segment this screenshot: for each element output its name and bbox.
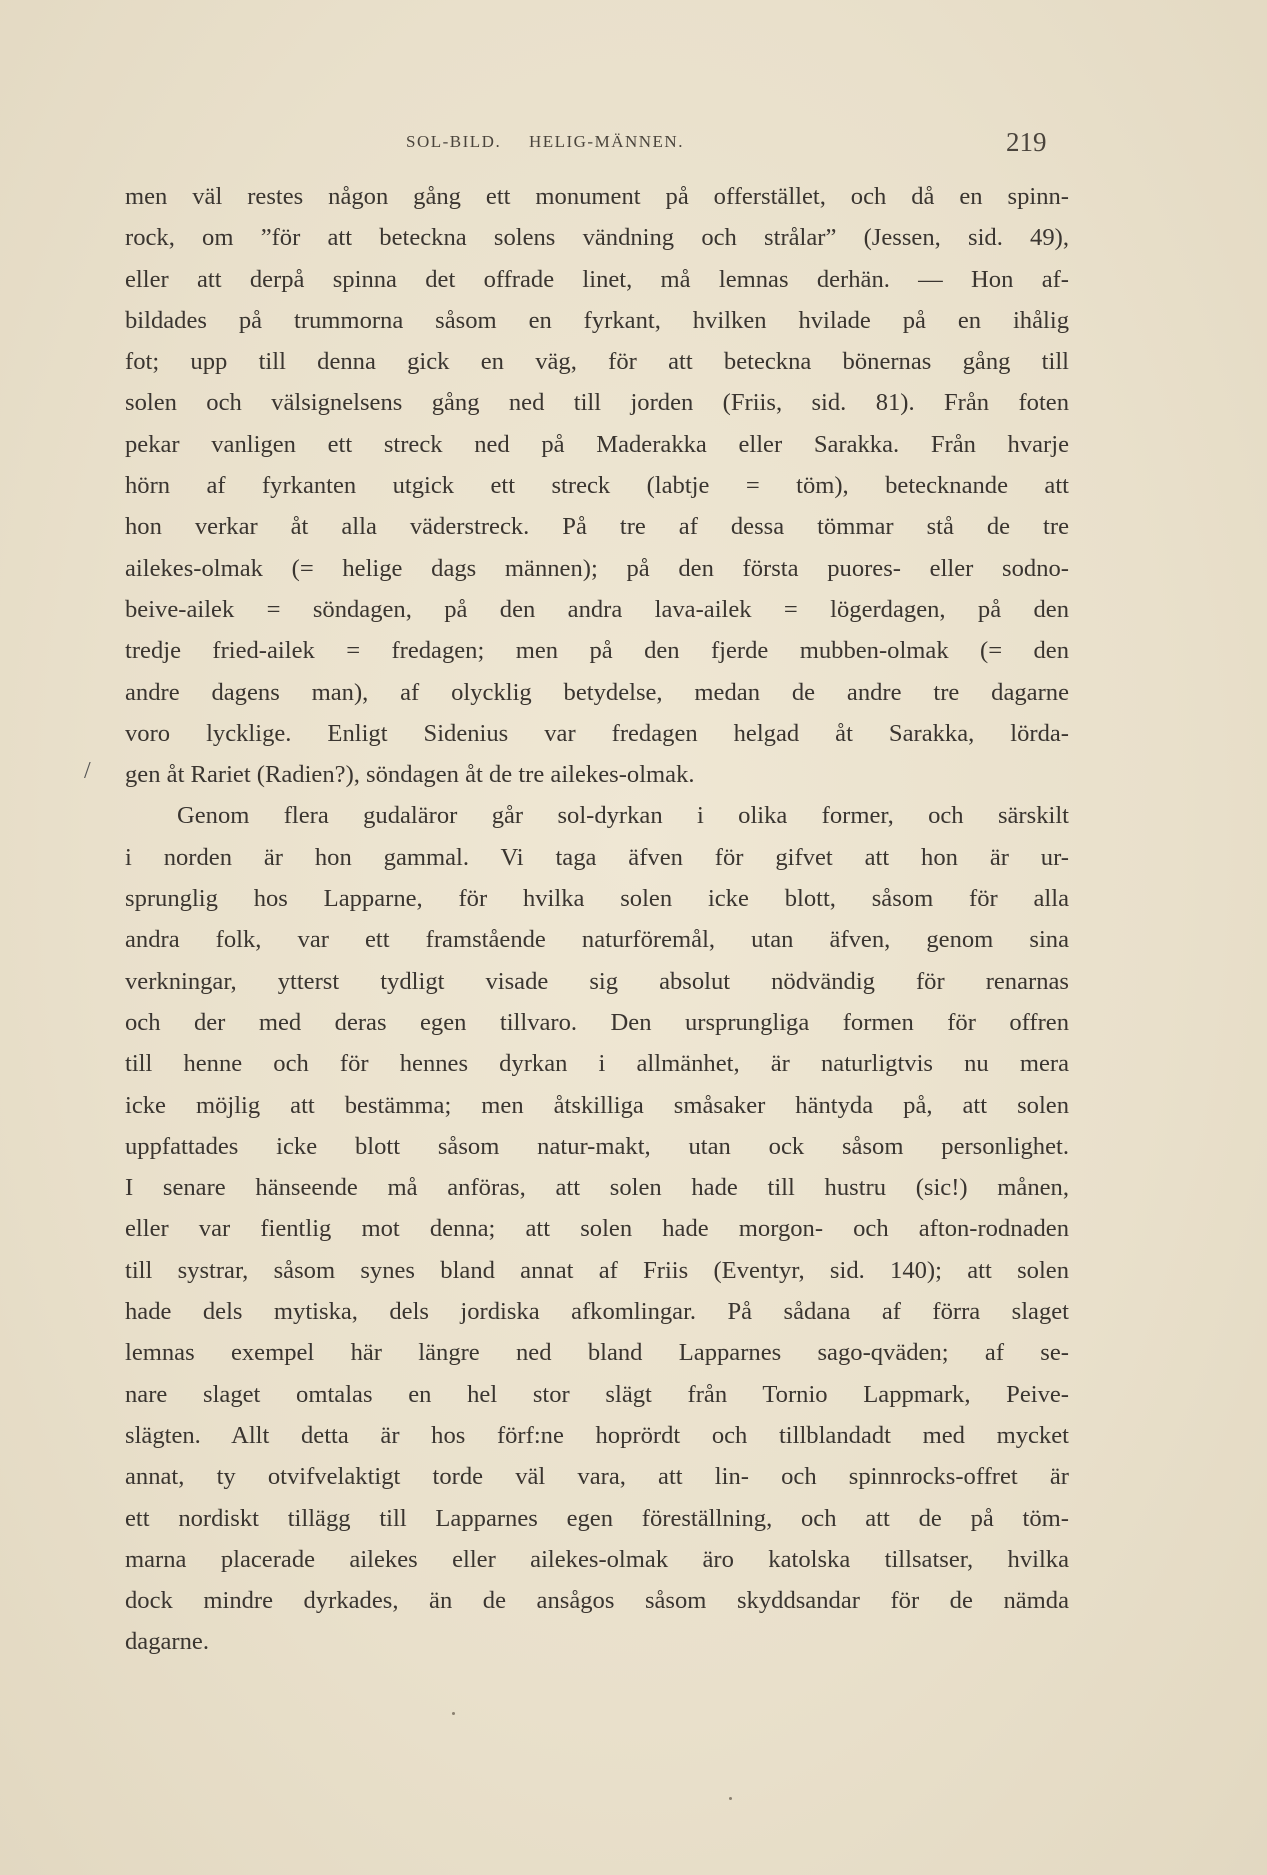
text-line: Genom flera gudaläror går sol-dyrkan i olika former, och särskilt bbox=[177, 802, 1069, 830]
paper-speck bbox=[452, 1712, 455, 1715]
text-line: I senare hänseende må anföras, att solen hade till hustru (sic!) månen, bbox=[125, 1174, 1069, 1202]
text-line: hörn af fyrkanten utgick ett streck (labtje = töm), betecknande att bbox=[125, 472, 1069, 500]
paragraph-2 bbox=[125, 795, 1069, 1662]
text-line: marna placerade ailekes eller ailekes-olmak äro katolska tillsatser, hvilka bbox=[125, 1545, 1069, 1573]
text-line: andra folk, var ett framstående naturföremål, utan äfven, genom sina bbox=[125, 926, 1069, 954]
text-line: eller att derpå spinna det offrade linet, må lemnas derhän. — Hon af- bbox=[125, 265, 1069, 293]
text-line: hon verkar åt alla väderstreck. På tre af dessa tömmar stå de tre bbox=[125, 513, 1069, 541]
running-head bbox=[406, 132, 684, 152]
margin-annotation: / bbox=[84, 758, 91, 784]
text-line: rock, om ”för att beteckna solens vändning och strålar” (Jessen, sid. 49), bbox=[125, 224, 1069, 252]
paragraph-1 bbox=[125, 176, 1069, 795]
text-line: beive-ailek = söndagen, på den andra lava-ailek = lögerdagen, på den bbox=[125, 595, 1069, 623]
text-line: tredje fried-ailek = fredagen; men på den fjerde mubben-olmak (= den bbox=[125, 637, 1069, 665]
text-line: dock mindre dyrkades, än de ansågos såsom skyddsandar för de nämda bbox=[125, 1587, 1069, 1615]
text-line: hade dels mytiska, dels jordiska afkomlingar. På sådana af förra slaget bbox=[125, 1298, 1069, 1326]
text-line: icke möjlig att bestämma; men åtskilliga småsaker häntyda på, att solen bbox=[125, 1091, 1069, 1119]
text-line: men väl restes någon gång ett monument på offerstället, och då en spinn- bbox=[125, 183, 1069, 210]
text-line: dagarne. bbox=[125, 1628, 209, 1656]
body-text bbox=[125, 176, 1069, 1663]
text-line: annat, ty otvifvelaktigt torde väl vara, att lin- och spinnrocks-offret är bbox=[125, 1463, 1069, 1491]
text-line: fot; upp till denna gick en väg, för att beteckna bönernas gång till bbox=[125, 348, 1069, 376]
text-line: slägten. Allt detta är hos förf:ne hoprördt och tillblandadt med mycket bbox=[125, 1421, 1069, 1449]
text-line: uppfattades icke blott såsom natur-makt, utan ock såsom personlighet. bbox=[125, 1132, 1069, 1160]
text-line: ailekes-olmak (= helige dags männen); på den första puores- eller sodno- bbox=[125, 554, 1069, 582]
text-line: i norden är hon gammal. Vi taga äfven för gifvet att hon är ur- bbox=[125, 843, 1069, 871]
text-line: nare slaget omtalas en hel stor slägt från Tornio Lappmark, Peive- bbox=[125, 1380, 1069, 1408]
text-line: till systrar, såsom synes bland annat af Friis (Eventyr, sid. 140); att solen bbox=[125, 1256, 1069, 1284]
text-line: andre dagens man), af olycklig betydelse, medan de andre tre dagarne bbox=[125, 678, 1069, 706]
text-line: till henne och för hennes dyrkan i allmänhet, är naturligtvis nu mera bbox=[125, 1050, 1069, 1078]
text-line: bildades på trummorna såsom en fyrkant, hvilken hvilade på en ihålig bbox=[125, 306, 1069, 334]
text-line: ett nordiskt tillägg till Lapparnes egen föreställning, och att de på töm- bbox=[125, 1504, 1069, 1532]
text-line: voro lycklige. Enligt Sidenius var fredagen helgad åt Sarakka, lörda- bbox=[125, 719, 1069, 747]
text-line: sprunglig hos Lapparne, för hvilka solen icke blott, såsom för alla bbox=[125, 885, 1069, 913]
running-head-right: HELIG-MÄNNEN. bbox=[528, 132, 684, 151]
text-line: solen och välsignelsens gång ned till jorden (Friis, sid. 81). Från foten bbox=[125, 389, 1069, 417]
text-line: gen åt Rariet (Radien?), söndagen åt de tre ailekes-olmak. bbox=[125, 761, 695, 789]
text-line: verkningar, ytterst tydligt visade sig absolut nödvändig för renarnas bbox=[125, 967, 1069, 995]
page-number: 219 bbox=[1006, 127, 1047, 157]
running-head-left: SOL-BILD. bbox=[406, 132, 502, 151]
text-line: lemnas exempel här längre ned bland Lapparnes sago-qväden; af se- bbox=[125, 1339, 1069, 1367]
paper-speck bbox=[729, 1797, 732, 1800]
text-line: pekar vanligen ett streck ned på Maderakka eller Sarakka. Från hvarje bbox=[125, 430, 1069, 458]
text-line: eller var fientlig mot denna; att solen hade morgon- och afton-rodnaden bbox=[125, 1215, 1069, 1243]
text-line: och der med deras egen tillvaro. Den ursprungliga formen för offren bbox=[125, 1008, 1069, 1036]
